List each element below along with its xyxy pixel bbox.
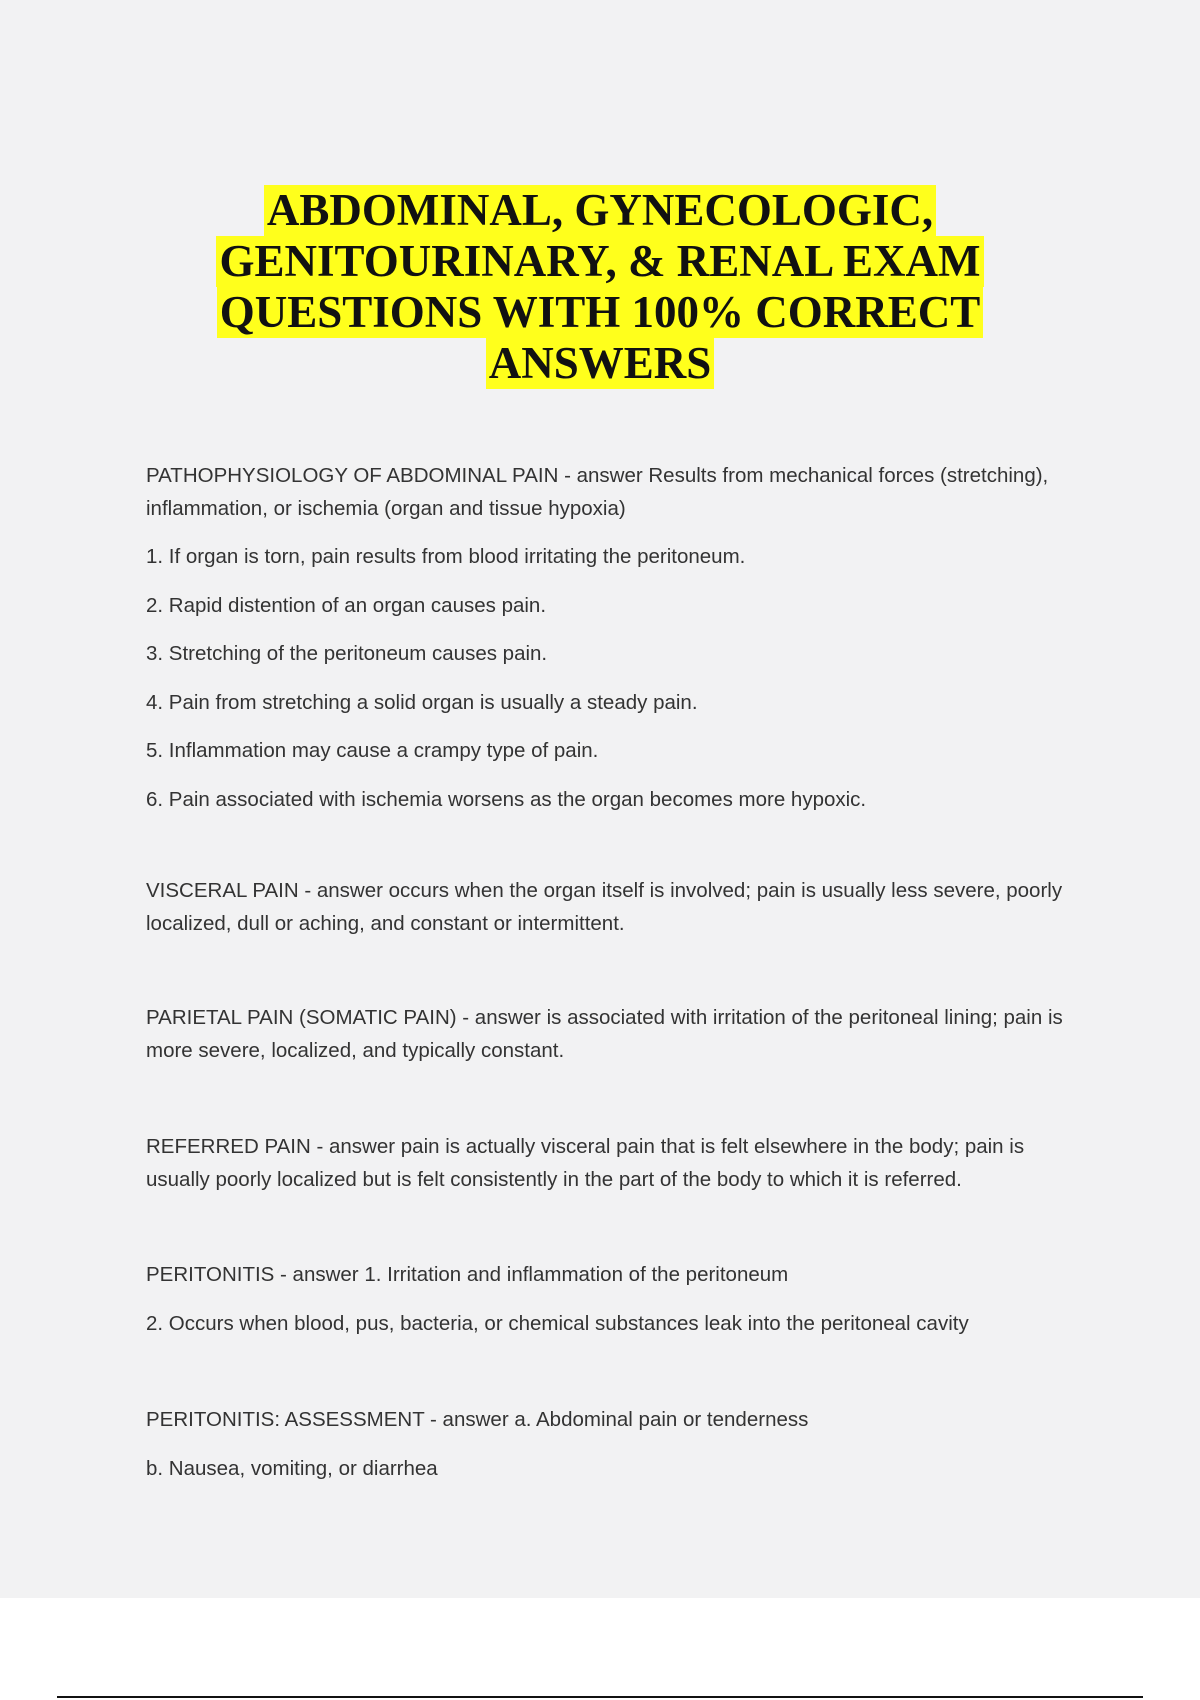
list-item: b. Nausea, vomiting, or diarrhea — [146, 1456, 438, 1480]
qa-text: PERITONITIS - answer 1. Irritation and inflammation of the peritoneum — [146, 1263, 789, 1286]
list-item: 2. Occurs when blood, pus, bacteria, or chemical substances leak into the peritoneal cavity — [146, 1311, 969, 1335]
qa-referred-pain — [146, 1131, 1086, 1196]
footer-divider — [57, 1696, 1143, 1698]
list-item: 6. Pain associated with ischemia worsens as the organ becomes more hypoxic. — [146, 787, 867, 811]
qa-text: VISCERAL PAIN - answer occurs when the organ itself is involved; pain is usually less severe, poorly localized, dull or aching, and constant or intermittent. — [146, 879, 1063, 935]
qa-text: REFERRED PAIN - answer pain is actually visceral pain that is felt elsewhere in the body; pain is usually poorly localized but is felt consistently in the part of the body to which it is referred. — [146, 1135, 1025, 1191]
qa-pathophysiology — [146, 460, 1086, 816]
qa-text: PERITONITIS: ASSESSMENT - answer a. Abdominal pain or tenderness — [146, 1408, 809, 1431]
qa-text: PATHOPHYSIOLOGY OF ABDOMINAL PAIN - answer Results from mechanical forces (stretching), inflammation, or ischemia (organ and tissue hypoxia) — [146, 464, 1049, 520]
list-item: 3. Stretching of the peritoneum causes pain. — [146, 642, 548, 665]
list-item: 1. If organ is torn, pain results from blood irritating the peritoneum. — [146, 545, 746, 568]
list-item: 2. Rapid distention of an organ causes pain. — [146, 593, 547, 617]
title-line: QUESTIONS WITH 100% CORRECT — [217, 287, 984, 338]
list-item: 4. Pain from stretching a solid organ is usually a steady pain. — [146, 690, 698, 714]
list-item: 5. Inflammation may cause a crampy type of pain. — [146, 739, 599, 762]
qa-peritonitis-assessment — [146, 1404, 1086, 1485]
qa-parietal-pain — [146, 1002, 1086, 1067]
title-line: GENITOURINARY, & RENAL EXAM — [216, 236, 983, 287]
qa-text: PARIETAL PAIN (SOMATIC PAIN) - answer is associated with irritation of the peritoneal lining; pain is more severe, localized, and typically constant. — [146, 1006, 1063, 1062]
title-line: ANSWERS — [486, 338, 715, 389]
document-title — [0, 185, 1200, 389]
qa-visceral-pain — [146, 875, 1086, 940]
qa-peritonitis — [146, 1259, 1086, 1340]
title-line: ABDOMINAL, GYNECOLOGIC, — [264, 185, 936, 236]
